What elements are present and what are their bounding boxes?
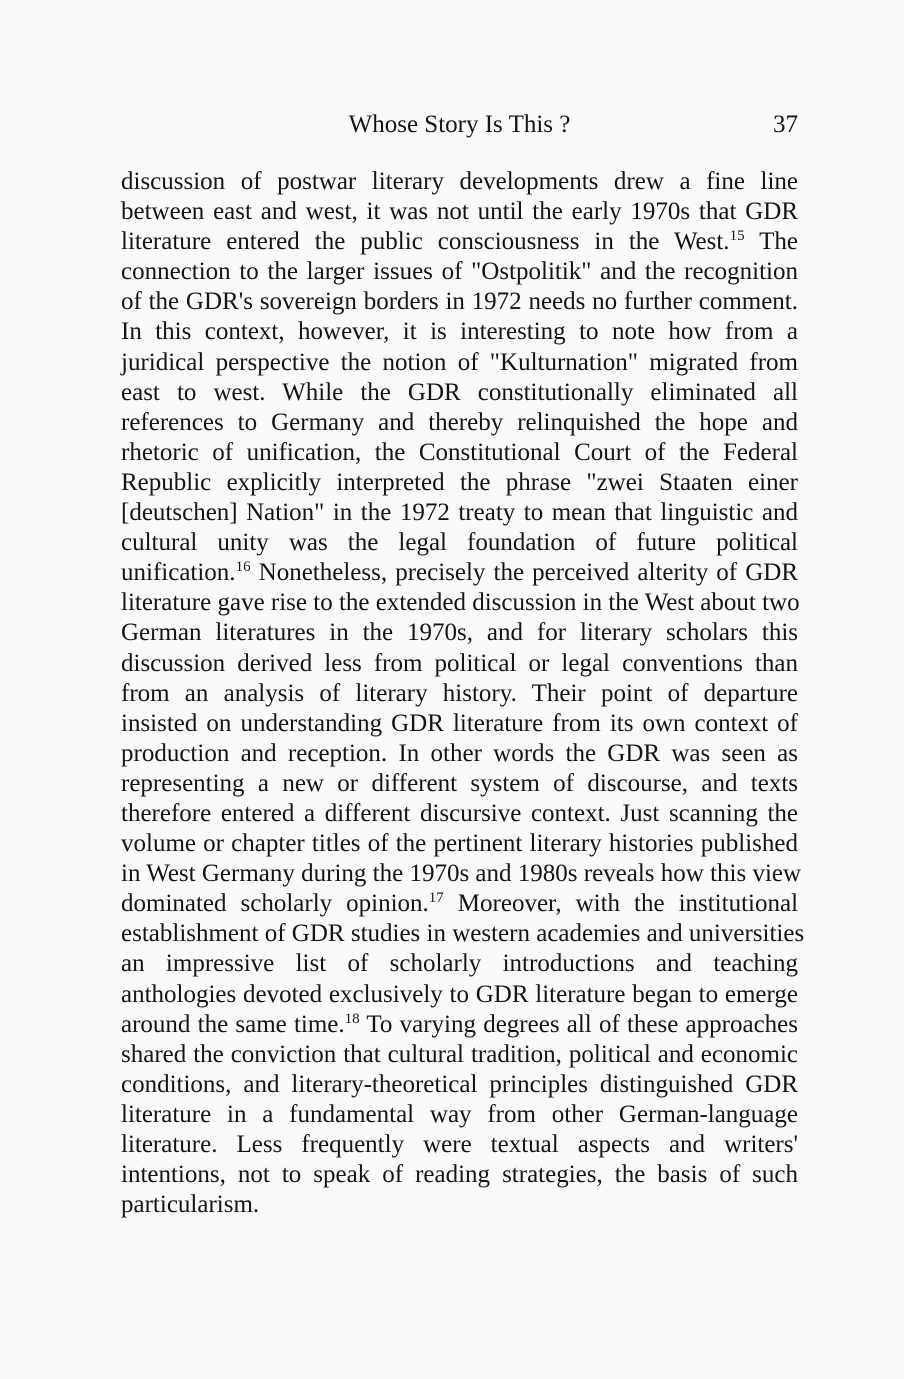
- footnote-ref-15: 15: [729, 228, 745, 245]
- text-line-19: insisted on understanding GDR literature from its own context of: [121, 709, 798, 737]
- text-line-11: Republic explicitly interpreted the phrase "zwei Staaten einer: [121, 468, 798, 496]
- text-line-5: of the GDR's sovereign borders in 1972 needs no further comment.: [121, 288, 798, 316]
- text-line-27: an impressive list of scholarly introductions and teaching: [121, 950, 798, 978]
- text-line-24: in West Germany during the 1970s and 1980s reveals how this view: [121, 860, 802, 888]
- running-header: [121, 108, 798, 142]
- running-title: Whose Story Is This ?: [348, 111, 571, 138]
- text-line-22: therefore entered a different discursive context. Just scanning the: [121, 799, 798, 827]
- text-line-29-end: To varying degrees all of these approaches: [366, 1010, 798, 1038]
- text-line-34: intentions, not to speak of reading strategies, the basis of such: [121, 1161, 798, 1189]
- text-line-32: literature in a fundamental way from other German-language: [121, 1100, 798, 1128]
- text-line-1: discussion of postwar literary developments drew a fine line: [121, 168, 798, 195]
- text-line-23: volume or chapter titles of the pertinent literary histories published: [121, 830, 798, 858]
- text-line-30: shared the conviction that cultural tradition, political and economic: [121, 1040, 798, 1068]
- text-line-7: juridical perspective the notion of "Kulturnation" migrated from: [121, 348, 798, 376]
- text-line-29: [121, 1010, 798, 1040]
- text-line-8: east to west. While the GDR constitutionally eliminated all: [121, 378, 798, 406]
- text-line-17: discussion derived less from political or legal conventions than: [121, 649, 798, 677]
- text-line-12: [deutschen] Nation" in the 1972 treaty to mean that linguistic and: [121, 499, 798, 527]
- text-line-14-end: Nonetheless, precisely the perceived alterity of GDR: [258, 559, 798, 587]
- text-line-14-start: unification.: [121, 559, 236, 587]
- body-paragraph: [121, 167, 805, 1220]
- text-line-20: production and reception. In other words the GDR was seen as: [121, 739, 798, 767]
- text-line-3: [121, 227, 798, 257]
- text-line-31: conditions, and literary-theoretical principles distinguished GDR: [121, 1070, 798, 1098]
- text-line-25-end: Moreover, with the institutional: [457, 890, 799, 918]
- text-line-16: German literatures in the 1970s, and for literary scholars this: [121, 619, 798, 647]
- text-line-25: [121, 889, 798, 919]
- text-line-25-start: dominated scholarly opinion.: [121, 890, 429, 918]
- text-line-2: between east and west, it was not until the early 1970s that GDR: [121, 198, 798, 226]
- text-line-9: references to Germany and thereby relinquished the hope and: [121, 408, 798, 436]
- text-line-6: In this context, however, it is interesting to note how from a: [121, 318, 798, 346]
- text-line-3-end: The: [759, 228, 798, 256]
- text-line-33: literature. Less frequently were textual aspects and writers': [121, 1131, 798, 1158]
- footnote-ref-16: 16: [235, 559, 251, 576]
- footnote-ref-18: 18: [344, 1010, 360, 1027]
- text-line-26: establishment of GDR studies in western academies and universities: [121, 920, 805, 948]
- text-line-28: anthologies devoted exclusively to GDR literature began to emerge: [121, 980, 798, 1008]
- text-line-10: rhetoric of unification, the Constitutional Court of the Federal: [121, 438, 798, 466]
- text-line-3-start: literature entered the public consciousness in the West.: [121, 228, 730, 256]
- text-line-18: from an analysis of literary history. Their point of departure: [121, 679, 798, 707]
- text-line-21: representing a new or different system of discourse, and texts: [121, 769, 798, 797]
- text-line-35: particularism.: [121, 1191, 260, 1219]
- page-number: 37: [773, 111, 798, 138]
- text-line-14: [121, 558, 798, 588]
- text-line-15: literature gave rise to the extended discussion in the West about two: [121, 589, 800, 617]
- footnote-ref-17: 17: [428, 890, 444, 907]
- text-line-13: cultural unity was the legal foundation of future political: [121, 529, 798, 557]
- text-line-4: connection to the larger issues of "Ostpolitik" and the recognition: [121, 258, 798, 286]
- text-line-29-start: around the same time.: [121, 1010, 345, 1038]
